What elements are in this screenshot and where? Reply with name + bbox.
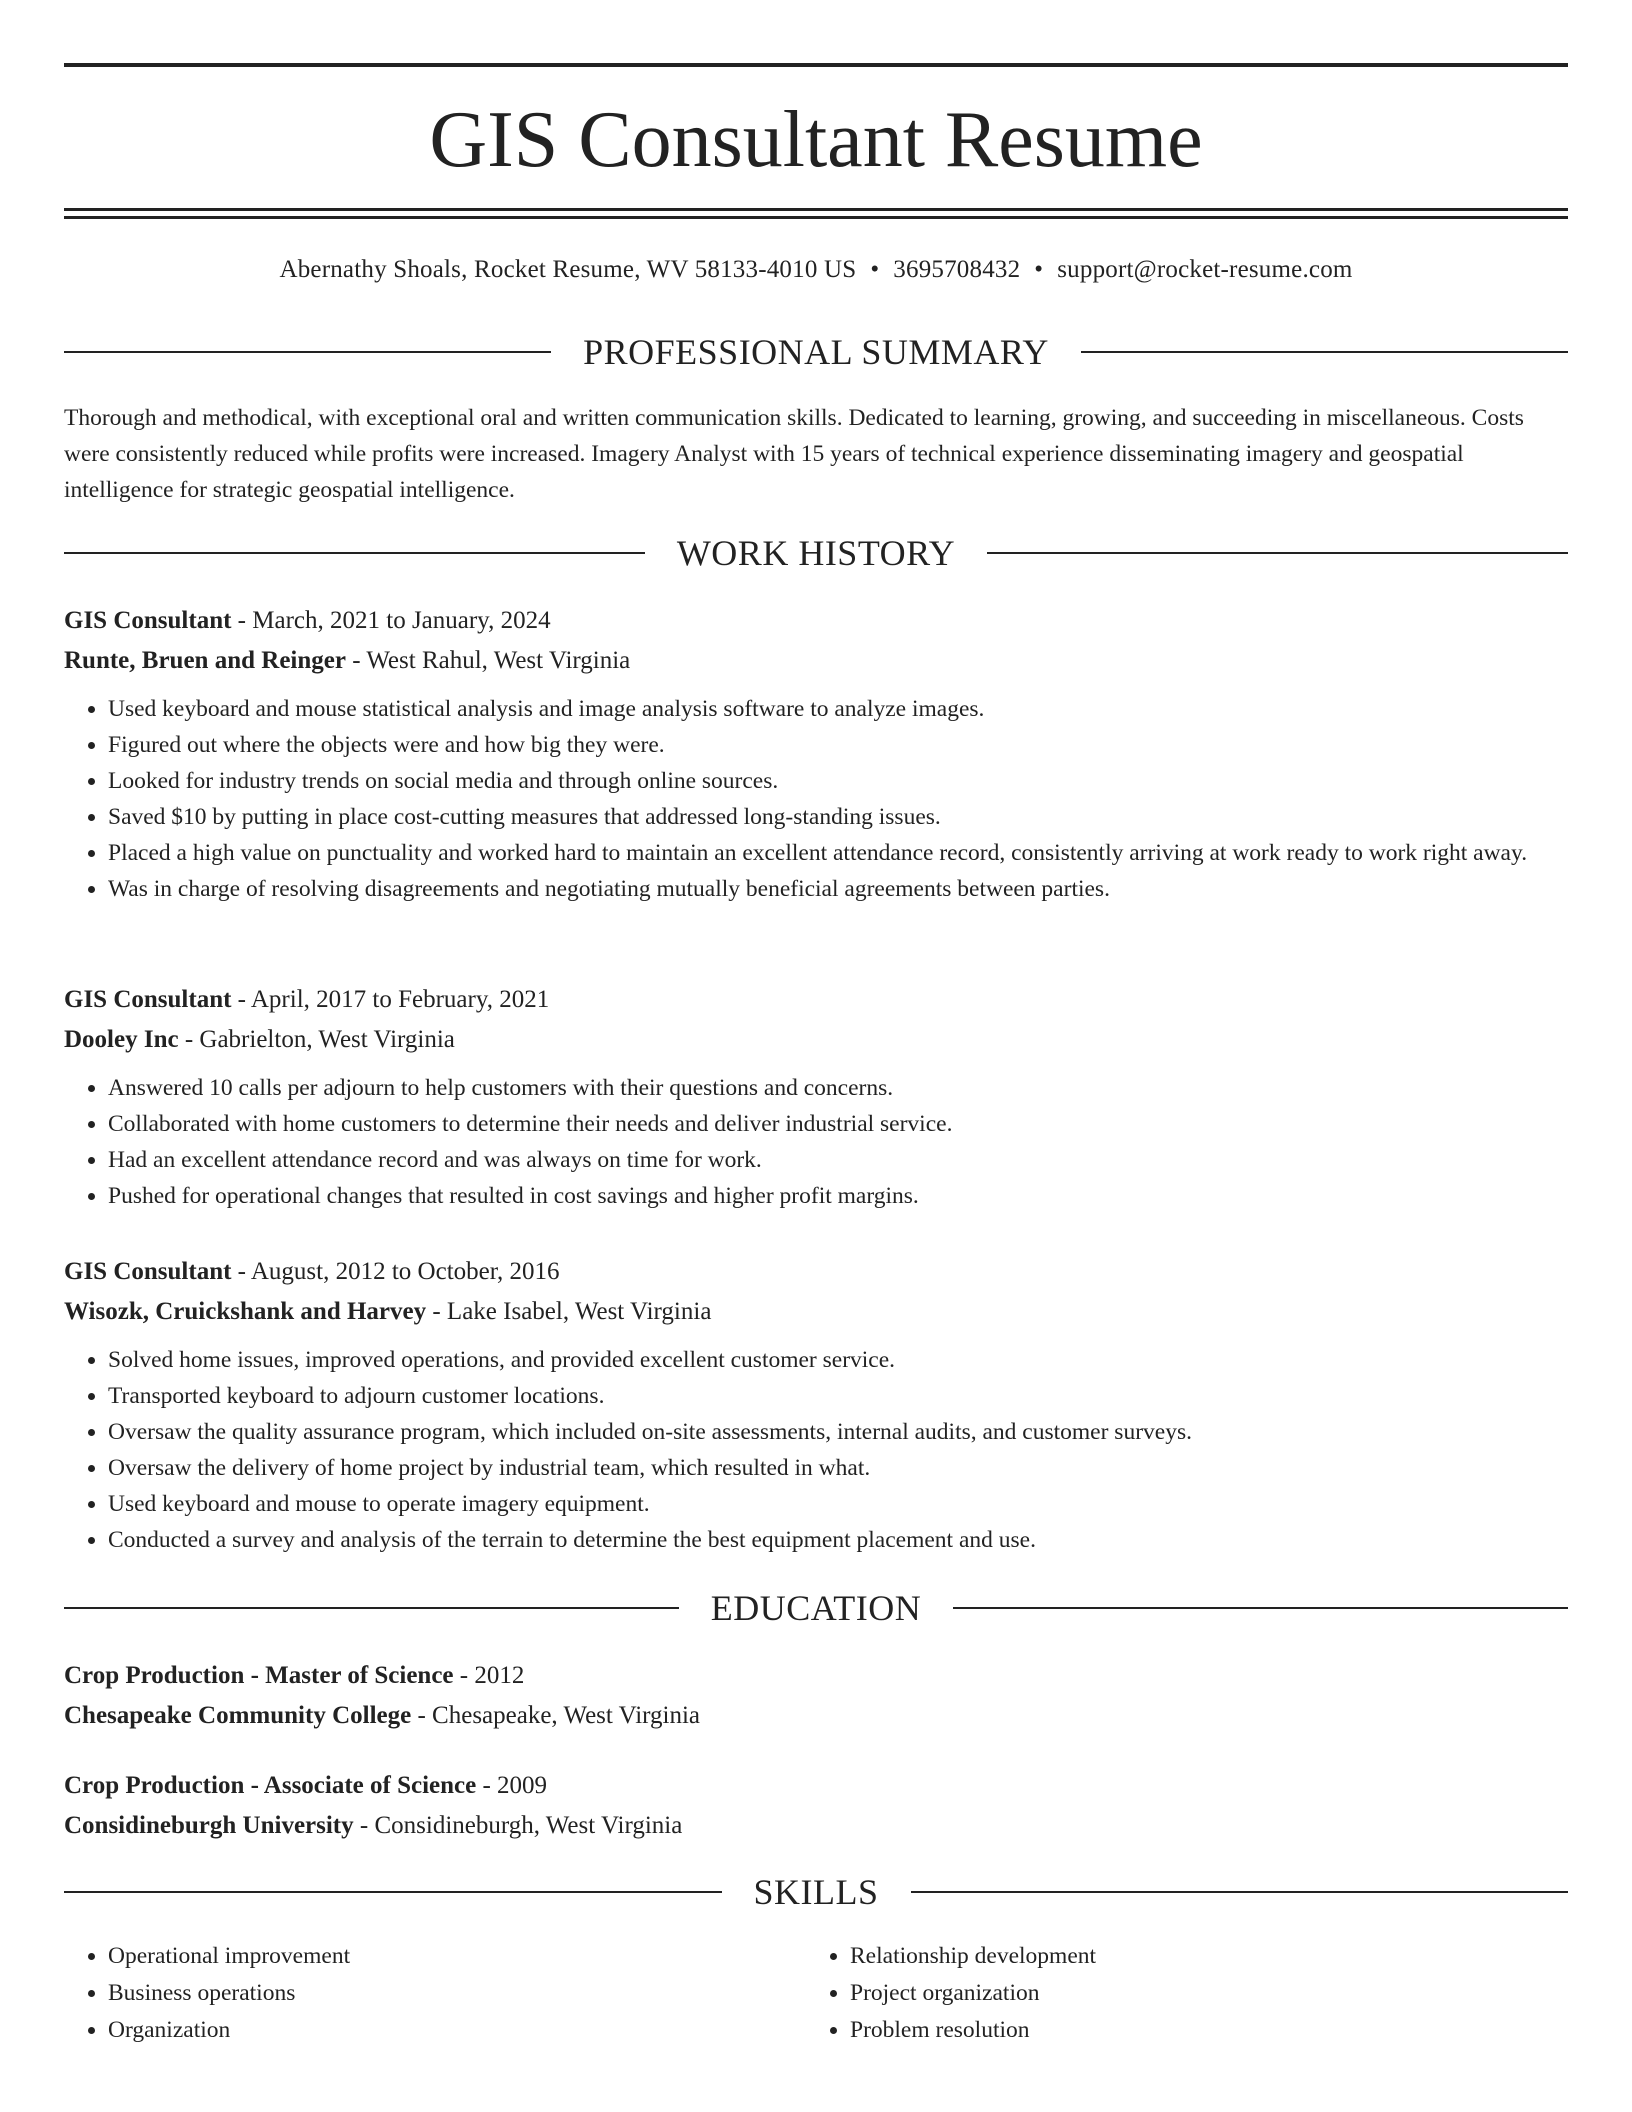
section-title: SKILLS — [753, 1872, 879, 1912]
skill-item: • Problem resolution — [850, 2012, 1548, 2049]
job-company-line — [64, 1292, 1568, 1332]
job-entry — [64, 980, 1568, 1214]
summary-text: Thorough and methodical, with exceptional oral and written communication skills. Dedicated to learning, growing, and succeeding in miscellaneous. Costs were consistently reduced while profits were increased. Imagery Analyst with 15 years of technical experience disseminating imagery and geospatial intelligence for strategic geospatial intelligence. — [64, 405, 1524, 503]
job-bullet: • Placed a high value on punctuality and worked hard to maintain an excellent attendance record, consistently arriving at work ready to work right away. — [108, 835, 1568, 871]
contact-email[interactable]: support@rocket-resume.com — [1057, 256, 1353, 283]
education-school-line — [64, 1696, 1568, 1736]
heading-rule — [64, 552, 645, 554]
job-entry — [64, 1252, 1568, 1558]
job-bullets — [64, 1342, 1568, 1558]
job-location: - Gabrielton, West Virginia — [178, 1026, 455, 1053]
education-degree: Crop Production - Associate of Science — [64, 1772, 477, 1799]
skill-item: • Organization — [108, 2012, 806, 2049]
job-title: GIS Consultant — [64, 1258, 232, 1285]
education-degree: Crop Production - Master of Science — [64, 1662, 454, 1689]
heading-rule — [64, 351, 551, 353]
job-bullet: • Figured out where the objects were and how big they were. — [108, 727, 1568, 763]
heading-rule — [64, 1607, 679, 1609]
job-bullet: • Looked for industry trends on social media and through online sources. — [108, 763, 1568, 799]
title-rule-lower — [64, 216, 1568, 219]
education-entry — [64, 1656, 1568, 1736]
job-bullets — [64, 1070, 1568, 1214]
education-school: Considineburgh University — [64, 1812, 354, 1839]
education-year: - 2012 — [453, 1662, 525, 1689]
education-school-line — [64, 1806, 1568, 1846]
job-title-line — [64, 601, 1568, 641]
education-entry — [64, 1766, 1568, 1846]
job-location: - West Rahul, West Virginia — [345, 647, 631, 674]
job-bullet: • Pushed for operational changes that resulted in cost savings and higher profit margins. — [108, 1178, 1568, 1214]
heading-rule — [987, 552, 1568, 554]
job-bullet: • Solved home issues, improved operations, and provided excellent customer service. — [108, 1342, 1568, 1378]
job-bullet: • Collaborated with home customers to determine their needs and deliver industrial service. — [108, 1106, 1568, 1142]
job-title: GIS Consultant — [64, 986, 232, 1013]
job-entry — [64, 601, 1568, 907]
education-location: - Considineburgh, West Virginia — [353, 1812, 683, 1839]
section-heading-work — [64, 533, 1568, 573]
job-bullet: • Had an excellent attendance record and was always on time for work. — [108, 1142, 1568, 1178]
job-company-line — [64, 641, 1568, 681]
section-title: PROFESSIONAL SUMMARY — [583, 332, 1049, 372]
skills-column-right — [806, 1938, 1548, 2049]
resume-title: GIS Consultant Resume — [429, 96, 1203, 184]
heading-rule — [64, 1891, 722, 1893]
skill-item: • Business operations — [108, 1975, 806, 2012]
heading-rule — [953, 1607, 1568, 1609]
job-bullet: • Oversaw the quality assurance program, which included on-site assessments, internal audits, and customer surveys. — [108, 1414, 1568, 1450]
contact-separator: • — [1034, 256, 1044, 283]
job-bullet: • Answered 10 calls per adjourn to help customers with their questions and concerns. — [108, 1070, 1568, 1106]
skill-item: • Operational improvement — [108, 1938, 806, 1975]
education-degree-line — [64, 1656, 1568, 1696]
job-title-line — [64, 980, 1568, 1020]
skill-item: • Project organization — [850, 1975, 1548, 2012]
job-bullet: • Conducted a survey and analysis of the terrain to determine the best equipment placement and use. — [108, 1522, 1568, 1558]
section-heading-education — [64, 1588, 1568, 1628]
contact-phone: 3695708432 — [893, 256, 1021, 283]
skills-list — [64, 1938, 1568, 2049]
job-bullet: • Used keyboard and mouse to operate imagery equipment. — [108, 1486, 1568, 1522]
job-location: - Lake Isabel, West Virginia — [426, 1298, 712, 1325]
job-company: Runte, Bruen and Reinger — [64, 647, 346, 674]
section-heading-summary — [64, 332, 1568, 372]
job-bullet: • Saved $10 by putting in place cost-cutting measures that addressed long-standing issues. — [108, 799, 1568, 835]
job-title-line — [64, 1252, 1568, 1292]
job-dates: - April, 2017 to February, 2021 — [231, 986, 550, 1013]
heading-rule — [1081, 351, 1568, 353]
skill-item: • Relationship development — [850, 1938, 1548, 1975]
job-dates: - March, 2021 to January, 2024 — [231, 607, 551, 634]
education-location: - Chesapeake, West Virginia — [411, 1702, 701, 1729]
job-bullet: • Oversaw the delivery of home project by industrial team, which resulted in what. — [108, 1450, 1568, 1486]
job-bullets — [64, 691, 1568, 907]
contact-address: Abernathy Shoals, Rocket Resume, WV 58133-4010 US — [279, 256, 857, 283]
title-rule-upper — [64, 208, 1568, 211]
job-company-line — [64, 1020, 1568, 1060]
education-school: Chesapeake Community College — [64, 1702, 412, 1729]
section-title: EDUCATION — [710, 1588, 922, 1628]
top-rule — [64, 63, 1568, 67]
job-bullet: • Used keyboard and mouse statistical analysis and image analysis software to analyze images. — [108, 691, 1568, 727]
job-company: Dooley Inc — [64, 1026, 179, 1053]
job-company: Wisozk, Cruickshank and Harvey — [64, 1298, 427, 1325]
section-heading-skills — [64, 1872, 1568, 1912]
skills-column-left — [64, 1938, 806, 2049]
job-title: GIS Consultant — [64, 607, 232, 634]
job-bullet: • Transported keyboard to adjourn customer locations. — [108, 1378, 1568, 1414]
contact-separator: • — [870, 256, 880, 283]
contact-line — [64, 254, 1568, 286]
job-dates: - August, 2012 to October, 2016 — [231, 1258, 560, 1285]
education-year: - 2009 — [476, 1772, 548, 1799]
job-bullet: • Was in charge of resolving disagreements and negotiating mutually beneficial agreements between parties. — [108, 871, 1568, 907]
heading-rule — [911, 1891, 1569, 1893]
section-title: WORK HISTORY — [676, 533, 956, 573]
education-degree-line — [64, 1766, 1568, 1806]
